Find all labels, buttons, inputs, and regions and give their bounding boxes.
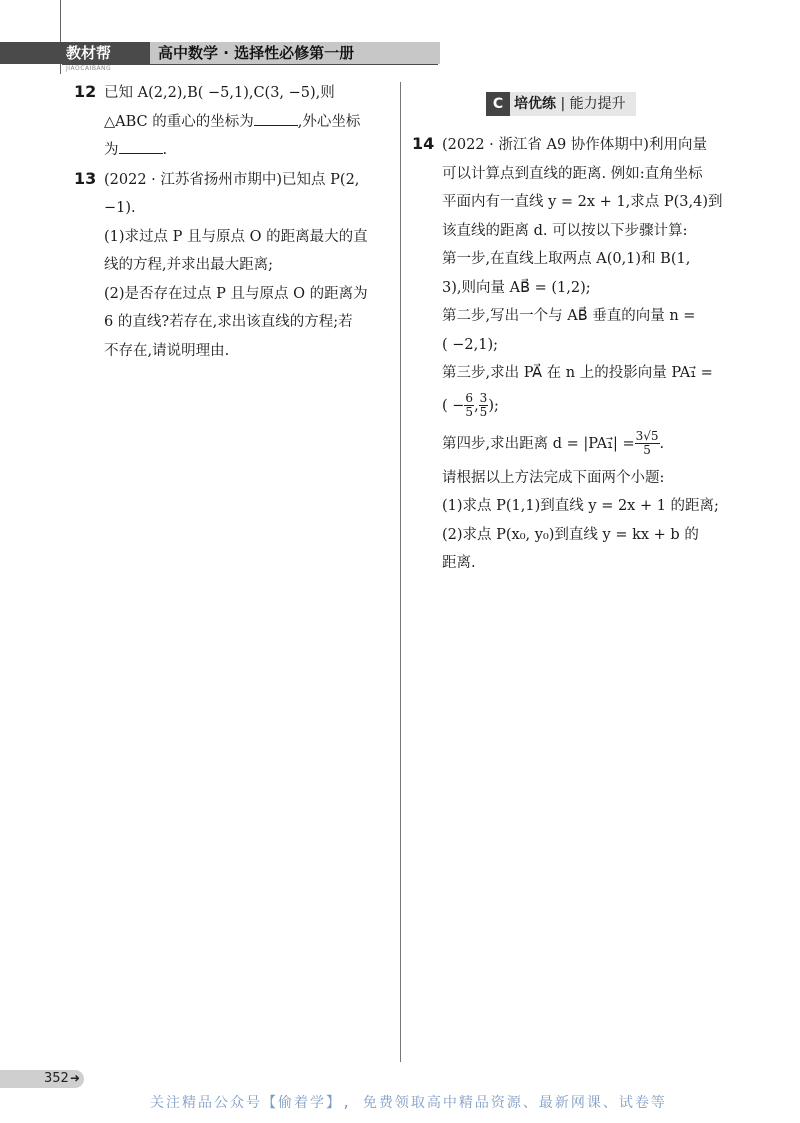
fraction-1 xyxy=(464,392,474,419)
page-number: 352 xyxy=(44,1071,69,1086)
q14-line3: 平面内有一直线 y = 2x + 1,求点 P(3,4)到 xyxy=(442,194,723,210)
q14-line7: 第二步,写出一个与 AB⃗ 垂直的向量 n = xyxy=(442,308,696,324)
q14-line2: 可以计算点到直线的距离. 例如:直角坐标 xyxy=(442,165,703,182)
fraction-denominator: 5 xyxy=(465,405,474,419)
q14-line13: (1)求点 P(1,1)到直线 y = 2x + 1 的距离; xyxy=(442,498,719,514)
answer-blank xyxy=(119,139,163,154)
fraction-numerator: 3 xyxy=(479,391,488,405)
section-separator: | xyxy=(556,96,570,112)
q14-line11a: 第四步,求出距离 d = |PA₁⃗| = xyxy=(442,435,635,452)
question-12 xyxy=(74,78,392,165)
q13-line5: (2)是否存在过点 P 且与原点 O 的距离为 xyxy=(104,285,368,302)
question-number: 13 xyxy=(74,168,97,188)
question-number: 14 xyxy=(412,134,435,153)
answer-blank xyxy=(254,111,298,126)
fraction-3 xyxy=(635,430,660,457)
q14-line9: 第三步,求出 PA⃗ 在 n 上的投影向量 PA₁⃗ = xyxy=(442,365,713,381)
q12-line1: 已知 A(2,2),B( −5,1),C(3, −5),则 xyxy=(104,85,335,101)
q13-line7: 不存在,请说明理由. xyxy=(104,342,230,359)
section-badge: C xyxy=(486,92,510,116)
q13-line2: −1). xyxy=(104,200,136,216)
q13-line4: 线的方程,并求出最大距离; xyxy=(104,257,273,273)
q14-line11b: . xyxy=(659,435,665,452)
question-number: 12 xyxy=(74,82,97,101)
q14-line6: 3),则向量 AB⃗ = (1,2); xyxy=(442,279,591,296)
q14-line1: (2022 · 浙江省 A9 协作体期中)利用向量 xyxy=(442,137,707,153)
q14-line14: (2)求点 P(x₀, y₀)到直线 y = kx + b 的 xyxy=(442,526,699,543)
fraction-numerator: 3√5 xyxy=(635,429,659,443)
q12-line2b: ,外心坐标 xyxy=(297,113,361,130)
q14-line5: 第一步,在直线上取两点 A(0,1)和 B(1, xyxy=(442,251,691,267)
q12-line3a: 为 xyxy=(104,142,119,158)
header-title: 高中数学 · 选择性必修第一册 xyxy=(158,44,355,62)
header-brand: 教材帮 xyxy=(0,42,150,64)
fraction-denominator: 5 xyxy=(643,443,651,457)
section-subtitle: 能力提升 xyxy=(569,96,626,112)
q13-line6: 6 的直线?若存在,求出该直线的方程;若 xyxy=(104,314,353,330)
q14-line11 xyxy=(412,424,730,464)
left-column xyxy=(74,78,392,365)
fraction-2 xyxy=(479,392,489,419)
question-14 xyxy=(412,130,730,578)
header-pinyin: JIAOCAIBANG xyxy=(66,65,112,72)
q13-line1: (2022 · 江苏省扬州市期中)已知点 P(2, xyxy=(104,171,360,188)
q12-line3b: . xyxy=(162,142,168,158)
q13-line3: (1)求过点 P 且与原点 O 的距离最大的直 xyxy=(104,228,368,245)
watermark-text: 关注精品公众号【偷着学】, 免费领取高中精品资源、最新网课、试卷等 xyxy=(150,1095,667,1111)
arrow-icon: ➜ xyxy=(70,1071,81,1085)
right-column xyxy=(412,130,730,578)
fraction-denominator: 5 xyxy=(479,405,488,419)
fraction-numerator: 6 xyxy=(465,391,474,405)
q12-line2a: △ABC 的重心的坐标为 xyxy=(104,113,254,130)
column-divider xyxy=(400,82,401,1062)
q14-line4: 该直线的距离 d. 可以按以下步骤计算: xyxy=(442,222,688,239)
header-underline xyxy=(62,64,438,65)
q14-line10c: ); xyxy=(488,397,499,414)
section-title: 培优练 xyxy=(514,96,556,112)
q14-line15: 距离. xyxy=(442,555,476,571)
q14-line12: 请根据以上方法完成下面两个小题: xyxy=(442,469,665,486)
q14-line10b: , xyxy=(474,397,479,414)
section-header xyxy=(486,92,636,116)
q14-line10 xyxy=(412,388,730,424)
q14-line8: ( −2,1); xyxy=(442,336,499,353)
q14-line10a: ( − xyxy=(442,397,465,414)
question-13 xyxy=(74,165,392,366)
